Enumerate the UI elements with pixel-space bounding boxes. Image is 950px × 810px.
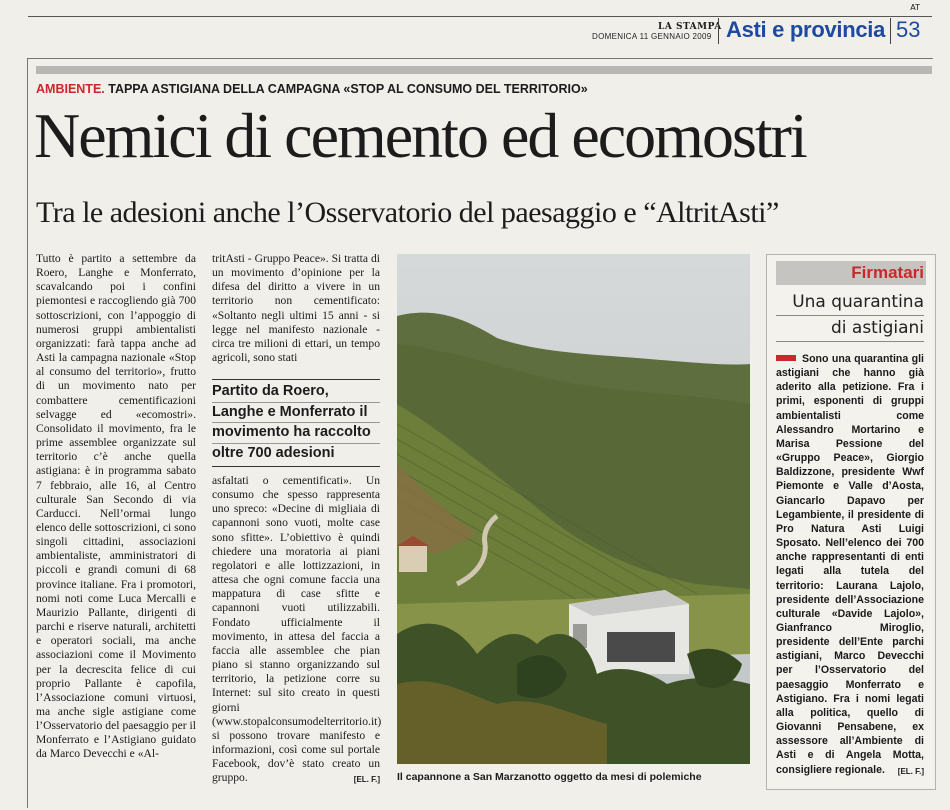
page-number: 53 (896, 17, 921, 42)
header-divider (890, 18, 891, 44)
article-headline: Nemici di cemento ed ecomostri (34, 100, 806, 171)
article-subhead: Tra le adesioni anche l’Osservatorio del paesaggio e “AltritAsti” (36, 196, 779, 229)
header-divider (718, 18, 719, 44)
section-bar (36, 66, 932, 74)
article-photo (397, 254, 750, 764)
red-bullet-icon (776, 355, 796, 361)
section-title: Asti e provincia (726, 17, 886, 42)
kicker-label: AMBIENTE. (36, 82, 105, 96)
sidebar-subtitle (776, 290, 924, 342)
article-frame-top (27, 58, 933, 59)
body-column-2-top: tritAsti - Gruppo Peace». Si tratta di un movimento d’opinione per la difesa del diritto a vivere in un territorio non cementificato: «Soltanto negli ultimi 15 anni - si legge nel manifesto nazionale - circa tre milioni di ettari, un tempo agricoli, sono stati (212, 252, 380, 365)
photo-caption: Il capannone a San Marzanotto oggetto da mesi di polemiche (397, 771, 702, 783)
kicker-text: TAPPA ASTIGIANA DELLA CAMPAGNA «STOP AL CONSUMO DEL TERRITORIO» (108, 82, 588, 96)
newspaper-logo: LA STAMPA (658, 22, 722, 32)
sidebar-subtitle-line: di astigiani (776, 316, 924, 342)
sidebar-body: Sono una quarantina gli astigiani che hanno già aderito alla petizione. Fra i primi, esponenti di gruppi ambientalisti come Alessandro Mortarino e Marisa Pessione del «Gruppo Peace», Giorgio Baldizzone, presidente Wwf Piemonte e Valle d’Aosta, Giancarlo Dapavo per Legambiente, il presidente di Pro Natura Asti Luigi Sposato. Nell’elenco dei 700 anche rappresentanti di enti legati alla tutela del territorio: Laurana Lajolo, presidente dell’Associazione culturale «Davide Lajolo», Gianfranco Miroglio, presidente dell’Ente parchi astigiani, Marco Devecchi per l’Osservatorio del paesaggio Monferrato e Astigiano. Fra i nomi legati alla politica, quello di Giovanni Pensabene, ex assessore all’Ambiente di Asti e di Angela Motta, consigliere regionale. (776, 353, 924, 776)
pull-quote-line: Langhe e Monferrato il (212, 403, 380, 424)
pull-quote-line: oltre 700 adesioni (212, 444, 335, 461)
sidebar-text (776, 352, 924, 777)
body-column-1: Tutto è partito a settembre da Roero, Langhe e Monferrato, scavalcando poi i confini piemontesi e raccogliendo già 700 sottoscrizioni, con l’appoggio di numerosi gruppi ambientalisti organizzati: farà tappa anche ad Asti la campagna nazionale «Stop al consumo del territorio», frutto di un movimento nato per combattere cementificazioni selvagge ed «ecomostri». Consolidato il movimento, fra le prime assemblee organizzate sul territorio c’è anche quella astigiana: è in programma sabato 7 febbraio, alle 16, al Centro culturale San Secondo di via Carducci. Nell’ormai lungo elenco delle sottoscrizioni, ci sono singoli cittadini, associazioni ambientaliste, amministratori di piccoli e grandi comuni di 68 province italiane. Fra i promotori, nomi noti come Luca Mercalli e Maurizio Pallante, dirigenti di parchi e riserve naturali, architetti e operatori sociali, ma anche associazioni come il Movimento per la decrescita felice di cui proprio Pallante è capofila, l’Associazione comuni virtuosi, ma anche sigle astigiane come l’Osservatorio del paesaggio per il Monferrato e l’Astigiano guidato da Marco Devecchi e «Al- (36, 252, 197, 761)
body-column-2-bottom (212, 474, 380, 785)
article-signature: [EL. F.] (353, 775, 380, 785)
pull-quote-line: movimento ha raccolto (212, 423, 380, 444)
body-column-2-bottom-text: asfaltati o cementificati». Un consumo che spesso rappresenta uno spreco: «Decine di migliaia di capannoni sono vuoti, molte case sono sfitte». L’obiettivo è quindi chiedere una moratoria ai piani regolatori e alle lottizzazioni, in attesa che ogni comune faccia una mappatura di case sfitte e capannoni vuoti utilizzabili. Fondato ufficialmente il movimento, in attesa del faccia a faccia alle assemblee che pian piano si stanno organizzando sul territorio, la petizione corre su Internet: sul sito creato in questi giorni (www.stopalconsumodelterritorio.it) si possono trovare manifesto e informazioni, così come sul portale Facebook, dov’è stato creato un gruppo. (212, 474, 382, 785)
article-frame-left (27, 58, 28, 808)
issue-date: DOMENICA 11 GENNAIO 2009 (592, 32, 712, 41)
pull-quote (212, 379, 380, 467)
edition-tag: AT (910, 3, 920, 12)
pull-quote-line: Partito da Roero, (212, 382, 380, 403)
sidebar-title: Firmatari (851, 263, 924, 282)
sidebar-signature: [EL. F.] (897, 766, 924, 776)
sidebar-subtitle-line: Una quarantina (776, 290, 924, 316)
article-kicker (36, 82, 588, 96)
